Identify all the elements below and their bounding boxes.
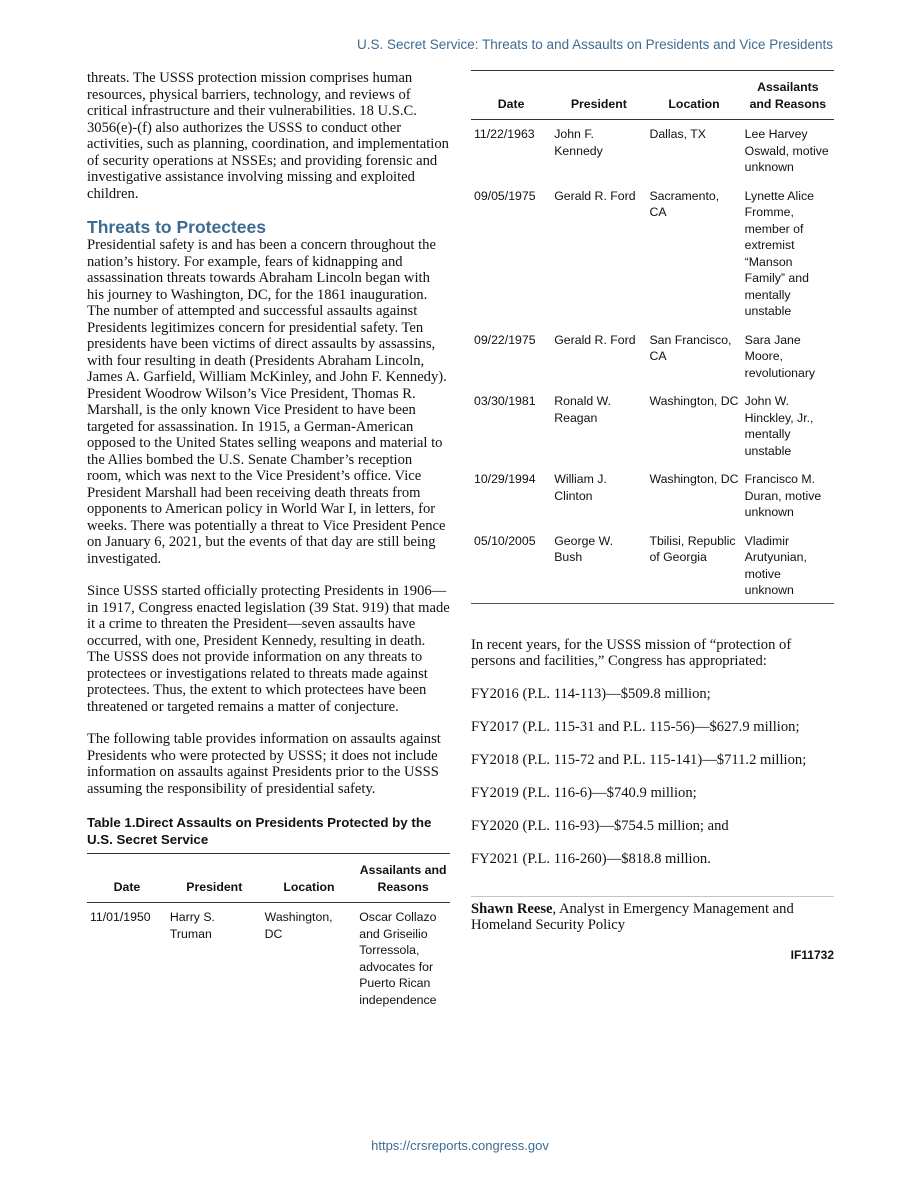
cell-location: Tbilisi, Republic of Georgia [649, 533, 736, 564]
fy-item: FY2018 (P.L. 115-72 and P.L. 115-141)—$711.2 million; [471, 752, 807, 768]
header-assailants: Assailants and Reasons [749, 80, 827, 111]
assaults-table-part-2 [471, 70, 834, 604]
cell-president: George W. Bush [554, 533, 614, 564]
left-column [87, 70, 450, 1014]
cell-date: 09/05/1975 [474, 188, 536, 203]
table-header-row [87, 854, 450, 903]
cell-president: Harry S. Truman [169, 910, 215, 941]
cell-location: Dallas, TX [649, 127, 706, 141]
cell-president: William J. Clinton [554, 472, 607, 503]
footer-link[interactable]: https://crsreports.congress.gov [371, 1138, 549, 1153]
cell-date: 05/10/2005 [474, 533, 536, 548]
fy-item: FY2017 (P.L. 115-31 and P.L. 115-56)—$627.9 million; [471, 719, 800, 735]
assaults-table-part-1 [87, 853, 450, 1014]
threats-paragraph-1: Presidential safety is and has been a concern throughout the nation’s history. For example, fears of kidnapping and assassination threats towards Abraham Lincoln began with his journey to Washington, DC, for the 1861 inauguration. The number of attempted and successful assaults against Presidents legitimizes concern for presidential safety. Ten presidents have been victims of direct assaults by assassins, with four resulting in death (Presidents Abraham Lincoln, James A. Garfield, William McKinley, and John F. Kennedy). President Woodrow Wilson’s Vice President, Thomas R. Marshall, is the only known Vice President to have been targeted for assassination. In 1915, a German-American opposed to the United States selling weapons and material to the Allies bombed the U.S. Senate Chamber’s reception room, which was next to the Vice President’s office. Vice President Marshall had been receiving death threats from opponents to American policy in World War I, in letters, for weeks. There was potentially a threat to Vice President Pence on January 6, 2021, but the events of that day are still being investigated. [87, 237, 447, 567]
table-row [471, 326, 834, 388]
cell-president: Gerald R. Ford [554, 188, 636, 203]
cell-assailants: Sara Jane Moore, revolutionary [744, 332, 816, 380]
cell-date: 11/01/1950 [90, 910, 151, 924]
cell-assailants: Oscar Collazo and Griseilio Torressola, advocates for Puerto Rican independence [359, 910, 437, 1007]
table-row [87, 903, 450, 1015]
author-title: , Analyst in Emergency Management and Homeland Security Policy [471, 900, 794, 933]
header-location: Location [283, 879, 335, 894]
cell-assailants: Vladimir Arutyunian, motive unknown [744, 533, 807, 597]
table-row [471, 120, 834, 182]
header-president: President [570, 96, 627, 111]
cell-date: 03/30/1981 [474, 394, 536, 408]
fy-item: FY2021 (P.L. 116-260)—$818.8 million. [471, 851, 711, 867]
appropriations-intro: In recent years, for the USSS mission of “protection of persons and facilities,” Congress has appropriated: [471, 636, 792, 669]
cell-date: 09/22/1975 [474, 332, 536, 347]
section-heading: Threats to Protectees [87, 217, 266, 237]
product-code: IF11732 [790, 947, 834, 962]
header-date: Date [113, 879, 141, 894]
cell-assailants: Lee Harvey Oswald, motive unknown [744, 127, 829, 174]
cell-location: San Francisco, CA [649, 332, 732, 363]
cell-location: Washington, DC [649, 472, 739, 486]
header-assailants: Assailants and Reasons [359, 863, 447, 894]
cell-assailants: Francisco M. Duran, motive unknown [744, 472, 822, 519]
header-date: Date [497, 96, 525, 111]
cell-date: 10/29/1994 [474, 472, 536, 486]
header-location: Location [668, 96, 720, 111]
author-block [471, 896, 834, 934]
table-row [471, 182, 834, 326]
cell-location: Sacramento, CA [649, 188, 720, 219]
cell-date: 11/22/1963 [474, 127, 535, 141]
cell-president: Ronald W. Reagan [554, 394, 611, 425]
cell-assailants: John W. Hinckley, Jr., mentally unstable [744, 394, 814, 458]
intro-paragraph: threats. The USSS protection mission comprises human resources, physical barriers, technology, and reviews of critical infrastructure and their vulnerabilities. 18 U.S.C. 3056(e)-(f) also authorizes the USSS to conduct other activities, such as planning, coordination, and implementation of security operations at NSSEs; and providing forensic and investigative assistance involving missing and exploited children. [87, 70, 449, 202]
author-name: Shawn Reese [471, 900, 553, 917]
threats-paragraph-2: Since USSS started officially protecting Presidents in 1906—in 1917, Congress enacted legislation (39 Stat. 919) that made it a crime to threaten the President—seven assaults have occurred, with one, President Kennedy, resulting in death. The USSS does not provide information on any threats to protectees or investigations related to threats made against protectees. Thus, the extent to which protectees have been threatened or targeted remains a matter of conjecture. [87, 583, 450, 715]
threats-paragraph-3: The following table provides information on assaults against Presidents who were protected by USSS; it does not include information on assaults against Presidents prior to the USSS assuming the responsibility of presidential safety. [87, 731, 441, 797]
header-president: President [186, 879, 243, 894]
fy-item: FY2016 (P.L. 114-113)—$509.8 million; [471, 686, 711, 702]
cell-president: Gerald R. Ford [554, 332, 636, 347]
table-row [471, 387, 834, 465]
cell-president: John F. Kennedy [554, 127, 603, 158]
author-line [471, 901, 834, 934]
fy-item: FY2020 (P.L. 116-93)—$754.5 million; and [471, 818, 729, 834]
table-header-row [471, 71, 834, 120]
cell-assailants: Lynette Alice Fromme, member of extremist “Manson Family” and mentally unstable [744, 188, 814, 318]
right-column [471, 70, 834, 962]
cell-location: Washington, DC [649, 394, 739, 408]
fy-item: FY2019 (P.L. 116-6)—$740.9 million; [471, 785, 697, 801]
cell-location: Washington, DC [264, 910, 333, 941]
table-row [471, 527, 834, 604]
running-header: U.S. Secret Service: Threats to and Assaults on Presidents and Vice Presidents [356, 37, 833, 52]
table-caption: Table 1.Direct Assaults on Presidents Protected by the U.S. Secret Service [87, 815, 432, 847]
table-row [471, 465, 834, 527]
